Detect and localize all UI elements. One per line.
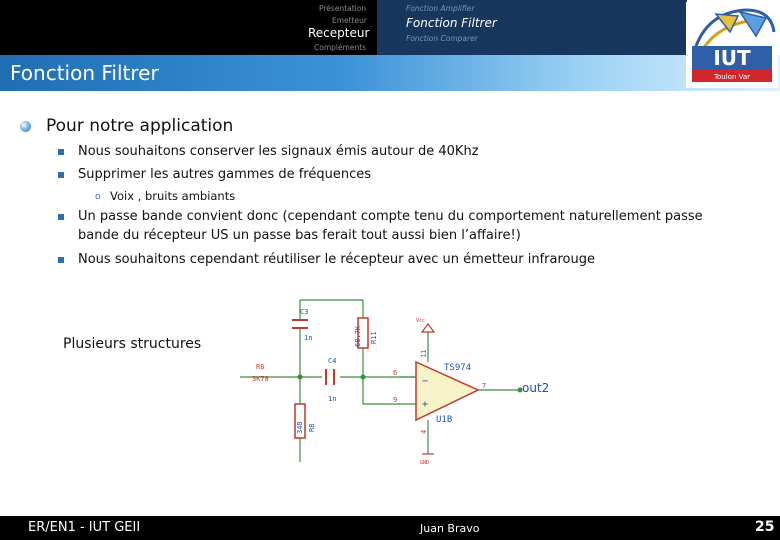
pin-plus: 9	[393, 396, 398, 404]
capacitor-c3	[292, 316, 308, 334]
capacitor-c4	[326, 369, 334, 385]
c3-value: 1n	[304, 334, 313, 342]
c3-ref: C3	[300, 308, 309, 316]
pin-gnd: 4	[420, 429, 428, 434]
bullet-main: Pour notre application	[46, 116, 234, 136]
nav-presentation[interactable]: Présentation	[319, 4, 367, 13]
footer-course: ER/EN1 - IUT GEII	[28, 520, 141, 535]
bullet-main-dot	[20, 121, 31, 132]
nav-emetteur[interactable]: Emetteur	[332, 16, 367, 25]
r-top-value: 68.7K	[354, 325, 362, 347]
out2-label: out2	[522, 381, 550, 395]
r-bottom-value: 348	[296, 421, 304, 434]
c4-value: 1n	[328, 395, 337, 403]
c4-ref: C4	[328, 357, 337, 365]
plusieurs-structures-label: Plusieurs structures	[63, 336, 202, 352]
pin-minus: 6	[393, 369, 398, 377]
r6-ref: R6	[256, 363, 265, 371]
nav-fonction-filtrer-active[interactable]: Fonction Filtrer	[406, 16, 497, 30]
pin-vcc: 11	[420, 349, 428, 358]
bullet-square	[58, 257, 64, 263]
title-band	[0, 55, 780, 91]
iut-logo	[686, 2, 778, 88]
r6-value: 3K78	[252, 375, 269, 383]
bullet-supprimer: Supprimer les autres gammes de fréquences	[78, 167, 371, 182]
bullet-square	[58, 149, 64, 155]
logo-subtitle: Toulon Var	[713, 73, 751, 81]
schematic-wires	[240, 300, 520, 462]
vcc-symbol	[422, 324, 434, 332]
r-bottom-ref: R8	[308, 423, 316, 432]
vcc-label: Vcc	[416, 318, 426, 324]
sub-bullet-voix: Voix , bruits ambiants	[110, 189, 236, 203]
opamp-ref: TS974	[444, 363, 472, 373]
bullet-square	[58, 214, 64, 220]
filter-schematic	[230, 292, 560, 472]
slide-title: Fonction Filtrer	[10, 61, 159, 85]
nav-fonction-comparer[interactable]: Fonction Comparer	[406, 34, 478, 43]
sub-bullet-mark: o	[95, 192, 101, 202]
opamp-minus: −	[422, 376, 429, 387]
footer-author: Juan Bravo	[420, 522, 480, 535]
nav-recepteur-active[interactable]: Recepteur	[308, 26, 370, 40]
opamp-plus: +	[422, 399, 429, 410]
bullet-infrarouge: Nous souhaitons cependant réutiliser le récepteur avec un émetteur infrarouge	[78, 252, 595, 267]
bullet-conserver: Nous souhaitons conserver les signaux émis autour de 40Khz	[78, 144, 479, 159]
nav-complements[interactable]: Compléments	[314, 43, 367, 52]
bullet-passe-bande-line2: bande du récepteur US un passe bas ferait tout aussi bien l’affaire!)	[78, 228, 521, 243]
page-number: 25	[755, 519, 775, 535]
bullet-passe-bande-line1: Un passe bande convient donc (cependant compte tenu du comportement naturellement passe	[78, 209, 703, 224]
r-top-ref: R11	[370, 331, 378, 344]
logo-text: IUT	[713, 46, 751, 70]
bullet-square	[58, 172, 64, 178]
opamp-unit: U1B	[436, 415, 453, 425]
pin-out: 7	[482, 382, 487, 390]
nav-fonction-amplifier[interactable]: Fonction Amplifier	[406, 4, 475, 13]
gnd-label: GND	[420, 460, 430, 466]
